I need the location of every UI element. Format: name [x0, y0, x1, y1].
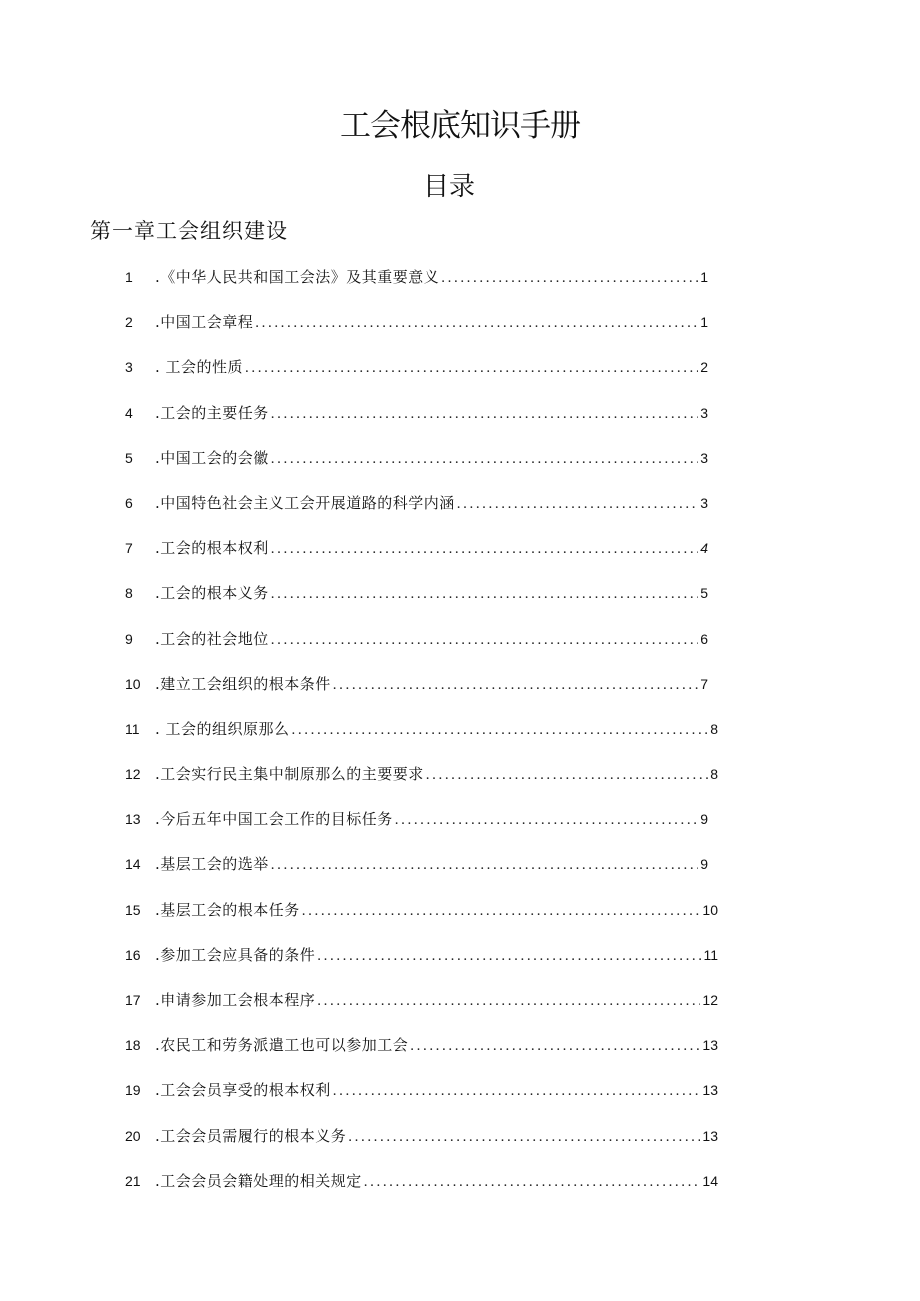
- table-of-contents: [125, 266, 735, 1215]
- toc-entry-number: 5: [125, 449, 133, 466]
- toc-entry-title: .基层工会的选举: [155, 855, 269, 874]
- toc-entry-number: 16: [125, 946, 141, 963]
- toc-entry-number: 10: [125, 675, 141, 692]
- toc-entry-number: 21: [125, 1172, 141, 1189]
- toc-dot-leader: [255, 315, 698, 332]
- toc-entry[interactable]: [125, 582, 735, 627]
- toc-heading: 目录: [422, 172, 475, 202]
- toc-entry-number: 1: [125, 269, 133, 285]
- toc-entry-number: 3: [125, 359, 133, 376]
- toc-dot-leader: [441, 270, 698, 287]
- toc-entry-page: 7: [700, 675, 708, 692]
- toc-entry-page: 13: [702, 1082, 718, 1099]
- toc-entry-page: 10: [702, 901, 718, 918]
- toc-dot-leader: [271, 857, 698, 874]
- toc-entry-title: .工会会员享受的根本权利: [155, 1081, 331, 1100]
- toc-entry-page: 4: [700, 540, 708, 557]
- toc-entry[interactable]: [125, 944, 735, 989]
- toc-entry-page: 13: [702, 1127, 718, 1144]
- toc-entry-title: .《中华人民共和国工会法》及其重要意义: [155, 268, 440, 286]
- toc-entry-number: 18: [125, 1037, 141, 1054]
- toc-entry-title: .工会实行民主集中制原那么的主要要求: [155, 765, 424, 784]
- toc-entry[interactable]: [125, 1170, 735, 1215]
- toc-entry[interactable]: [125, 402, 735, 447]
- toc-entry-title: .中国工会章程: [155, 313, 254, 332]
- toc-entry-page: 1: [700, 314, 708, 331]
- toc-dot-leader: [457, 496, 698, 513]
- toc-dot-leader: [333, 677, 698, 694]
- toc-dot-leader: [317, 948, 701, 965]
- toc-entry[interactable]: [125, 673, 735, 718]
- toc-dot-leader: [348, 1129, 700, 1146]
- toc-entry-page: 12: [702, 992, 718, 1008]
- toc-dot-leader: [364, 1174, 701, 1191]
- toc-entry[interactable]: [125, 356, 735, 401]
- toc-entry-page: 5: [700, 585, 708, 602]
- toc-entry-title: . 工会的组织原那么: [155, 719, 290, 738]
- toc-entry-number: 11: [125, 720, 140, 737]
- document-title: 工会根底知识手册: [340, 108, 580, 144]
- toc-entry-title: .中国特色社会主义工会开展道路的科学内涵: [155, 493, 455, 512]
- toc-entry-page: 3: [700, 404, 708, 421]
- toc-entry[interactable]: [125, 311, 735, 356]
- toc-dot-leader: [410, 1038, 700, 1055]
- toc-entry-page: 11: [703, 946, 718, 963]
- toc-entry[interactable]: [125, 537, 735, 582]
- toc-entry-title: .申请参加工会根本程序: [155, 991, 316, 1009]
- toc-entry[interactable]: [125, 718, 735, 763]
- toc-entry[interactable]: [125, 989, 735, 1034]
- toc-entry-title: .中国工会的会徽: [155, 448, 269, 467]
- toc-entry[interactable]: [125, 1125, 735, 1170]
- toc-dot-leader: [245, 360, 698, 377]
- toc-dot-leader: [271, 451, 698, 468]
- chapter-heading: 第一章工会组织建设: [90, 219, 288, 243]
- toc-entry[interactable]: [125, 763, 735, 808]
- toc-entry[interactable]: [125, 266, 735, 311]
- toc-dot-leader: [395, 812, 698, 829]
- toc-entry-title: . 工会的性质: [155, 358, 244, 377]
- toc-dot-leader: [317, 993, 700, 1010]
- toc-entry-title: .工会的社会地位: [155, 629, 269, 648]
- toc-entry[interactable]: [125, 1034, 735, 1079]
- toc-entry-number: 12: [125, 766, 141, 783]
- toc-entry-page: 2: [700, 359, 708, 376]
- toc-entry-page: 13: [702, 1037, 718, 1054]
- toc-entry-title: .工会的主要任务: [155, 403, 269, 422]
- toc-dot-leader: [292, 722, 709, 739]
- toc-entry-page: 9: [700, 811, 708, 828]
- toc-entry[interactable]: [125, 447, 735, 492]
- toc-entry[interactable]: [125, 628, 735, 673]
- toc-entry-title: .工会会员需履行的根本义务: [155, 1126, 347, 1145]
- toc-dot-leader: [302, 903, 701, 920]
- toc-entry-number: 13: [125, 811, 141, 828]
- toc-entry[interactable]: [125, 899, 735, 944]
- toc-entry[interactable]: [125, 853, 735, 898]
- toc-entry-title: .今后五年中国工会工作的目标任务: [155, 810, 393, 829]
- toc-dot-leader: [426, 767, 708, 784]
- toc-entry-number: 6: [125, 494, 133, 511]
- toc-entry-number: 2: [125, 314, 133, 331]
- toc-entry[interactable]: [125, 492, 735, 537]
- toc-entry-number: 7: [125, 540, 133, 557]
- toc-entry-number: 8: [125, 585, 133, 602]
- toc-entry-title: .参加工会应具备的条件: [155, 945, 316, 964]
- toc-entry-title: .工会的根本权利: [155, 539, 269, 558]
- toc-entry-title: .农民工和劳务派遣工也可以参加工会: [155, 1036, 409, 1055]
- toc-entry-number: 19: [125, 1082, 141, 1099]
- toc-entry-page: 3: [700, 494, 708, 511]
- toc-dot-leader: [271, 632, 698, 649]
- toc-dot-leader: [271, 586, 698, 603]
- toc-entry-title: .工会的根本义务: [155, 584, 269, 603]
- toc-entry-title: .建立工会组织的根本条件: [155, 674, 331, 693]
- toc-entry-page: 6: [700, 630, 708, 647]
- toc-entry-page: 9: [700, 856, 708, 873]
- toc-dot-leader: [271, 406, 698, 423]
- toc-entry-number: 20: [125, 1127, 141, 1144]
- toc-entry-number: 15: [125, 901, 141, 918]
- toc-entry-number: 9: [125, 630, 133, 647]
- toc-entry-page: 1: [700, 269, 708, 285]
- toc-entry-page: 14: [702, 1172, 718, 1189]
- toc-dot-leader: [333, 1083, 701, 1100]
- toc-entry-number: 14: [125, 856, 141, 873]
- toc-entry-number: 17: [125, 992, 141, 1008]
- toc-dot-leader: [271, 541, 698, 558]
- toc-entry-page: 3: [700, 449, 708, 466]
- toc-entry-page: 8: [710, 720, 718, 737]
- toc-entry[interactable]: [125, 808, 735, 853]
- toc-entry[interactable]: [125, 1079, 735, 1124]
- toc-entry-title: .工会会员会籍处理的相关规定: [155, 1171, 362, 1190]
- toc-entry-number: 4: [125, 404, 133, 421]
- toc-entry-title: .基层工会的根本任务: [155, 900, 300, 919]
- toc-entry-page: 8: [710, 766, 718, 783]
